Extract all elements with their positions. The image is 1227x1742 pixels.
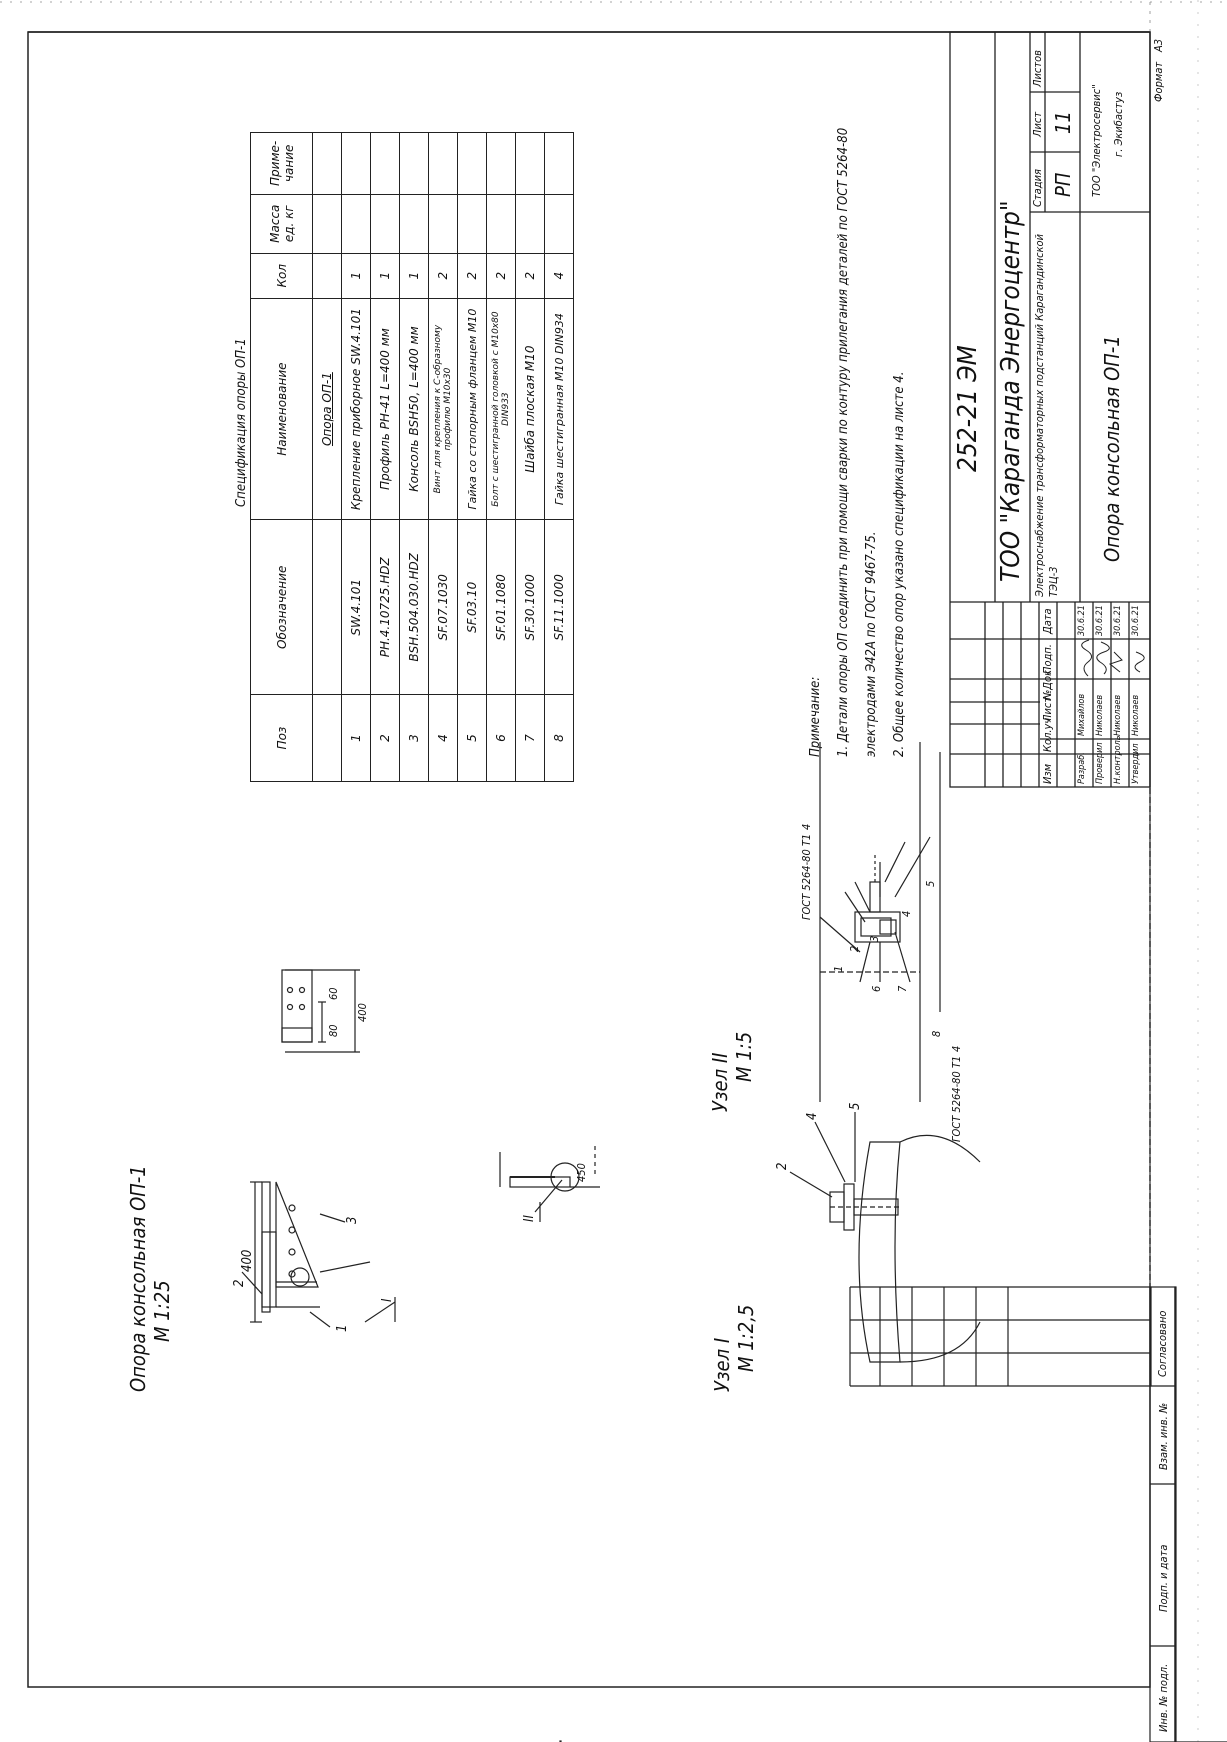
tb-col-kol: Кол.уч — [1041, 717, 1054, 752]
spec-qty: 2 — [516, 253, 545, 298]
tb-col-doc: №Док — [1041, 669, 1054, 700]
tb-person: Михайлов — [1077, 693, 1087, 736]
spec-qty: 1 — [371, 253, 400, 298]
tb-company: ТОО "Караганда Энергоцентр" — [996, 200, 1026, 582]
spec-head-code: Обозначение — [251, 520, 313, 695]
tb-code: 252-21 ЭМ — [953, 345, 983, 472]
notes-line-2: электродами Э42А по ГОСТ 9467-75. — [864, 531, 879, 757]
node2-callout-5: 5 — [924, 880, 937, 887]
spec-pos: 3 — [400, 695, 429, 782]
tb-stage: РП — [1051, 172, 1075, 197]
node2-callout-8: 8 — [930, 1030, 943, 1037]
spec-qty: 2 — [429, 253, 458, 298]
spec-code: SF.01.1080 — [487, 520, 516, 695]
label-II: II — [522, 1215, 537, 1222]
tb-person: Николаев — [1095, 694, 1105, 736]
spec-head-name: Наименование — [251, 298, 313, 520]
spec-pos: 2 — [371, 695, 400, 782]
spec-pos: 4 — [429, 695, 458, 782]
notes-line-1: 1. Детали опоры ОП соединить при помощи сварки по контуру прилегания деталей по ГОСТ 5264-80 — [836, 127, 851, 757]
spec-qty: 2 — [458, 253, 487, 298]
spec-head-pos: Поз — [251, 695, 313, 782]
spec-code: BSH.504.030.HDZ — [400, 520, 429, 695]
dim-400a: 400 — [240, 1249, 255, 1272]
spec-code: SF.03.10 — [458, 520, 487, 695]
weld-note-1: ГОСТ 5264-80 Т1 — [800, 833, 813, 920]
main-callout-I: I — [380, 1298, 395, 1302]
node2-callout-1: 1 — [832, 965, 845, 972]
tb-role: Проверил — [1095, 742, 1105, 784]
dim-450: 450 — [575, 1163, 588, 1182]
spec-name: Профиль PH-41 L=400 мм — [371, 298, 400, 520]
tb-city: г. Экибастуз — [1112, 91, 1125, 157]
spec-group-title: Опора ОП-1 — [313, 298, 342, 520]
spec-code: PH.4.10725.HDZ — [371, 520, 400, 695]
weld-leg-1: 4 — [800, 823, 813, 830]
tb-format: А3 — [1152, 38, 1165, 52]
notes-line-3: 2. Общее количество опор указано спецификации на листе 4. — [892, 371, 907, 757]
tb-col-izm: Изм — [1041, 763, 1054, 784]
tb-date: 30.6.21 — [1077, 605, 1087, 636]
node1-callout-2: 2 — [775, 1162, 790, 1170]
node2-callout-2: 2 — [848, 945, 861, 952]
spec-code: SW.4.101 — [342, 520, 371, 695]
spec-pos: 6 — [487, 695, 516, 782]
weld-note-2: ГОСТ 5264-80 Т1 — [950, 1055, 963, 1142]
tb-stage-head: Стадия — [1031, 169, 1044, 207]
node1-callout-5: 5 — [848, 1102, 863, 1110]
dim-80: 80 — [327, 1024, 340, 1037]
tb-sheets-head: Листов — [1031, 50, 1044, 87]
main-view-scale: М 1:25 — [150, 1280, 174, 1342]
main-callout-2: 2 — [232, 1279, 247, 1287]
spec-head-mass: Масса ед. кг — [251, 194, 313, 253]
spec-name: Гайка шестигранная M10 DIN934 — [545, 298, 574, 520]
tb-project: Электроснабжение трансформаторных подстанций Карагандинской ТЭЦ-3 — [1033, 233, 1060, 597]
spec-pos: 5 — [458, 695, 487, 782]
spec-pos: 1 — [342, 695, 371, 782]
stamp-sign-date: Подп. и дата — [1157, 1544, 1170, 1612]
spec-qty: 2 — [487, 253, 516, 298]
stamp-replaced: Взам. инв. № — [1157, 1402, 1170, 1470]
tb-date: 30.6.21 — [1113, 605, 1123, 636]
spec-head-note: Приме-чание — [251, 133, 313, 195]
spec-pos: 7 — [516, 695, 545, 782]
spec-code: SF.07.1030 — [429, 520, 458, 695]
tb-person: Николаев — [1113, 694, 1123, 736]
tb-format-label: Формат — [1152, 61, 1165, 102]
weld-leg-2: 4 — [950, 1045, 963, 1052]
stamp-agreed: Согласовано — [1156, 1310, 1169, 1377]
tb-role: Утвердил — [1131, 743, 1141, 784]
spec-name: Крепление приборное SW.4.101 — [342, 298, 371, 520]
node2-callout-7: 7 — [896, 985, 909, 992]
main-callout-1: 1 — [335, 1324, 350, 1332]
spec-name: Гайка со стопорным фланцем M10 — [458, 298, 487, 520]
spec-caption: Спецификация опоры ОП-1 — [234, 338, 249, 507]
main-callout-3: 3 — [345, 1216, 360, 1224]
spec-pos: 8 — [545, 695, 574, 782]
node2-callout-4: 4 — [900, 910, 913, 917]
node1-callout-4: 4 — [805, 1112, 820, 1120]
node2-scale: М 1:5 — [732, 1031, 756, 1082]
tb-person: Николаев — [1131, 694, 1141, 736]
tb-org: ТОО "Электросервис" — [1090, 84, 1103, 197]
spec-qty: 1 — [400, 253, 429, 298]
tb-sheet-head: Лист — [1031, 111, 1044, 137]
dim-400b: 400 — [356, 1003, 369, 1022]
node2-callout-6: 6 — [870, 985, 883, 992]
node2-callout-3: 3 — [868, 935, 881, 942]
tb-role: Разраб. — [1077, 752, 1087, 784]
spec-name: Болт с шестигранной головкой с M10x80 DIN933 — [487, 298, 516, 520]
tb-col-list: Лист — [1041, 696, 1054, 722]
node1-scale: М 1:2,5 — [734, 1304, 758, 1372]
tb-role: Н.контроль — [1113, 735, 1123, 784]
stamp-inv: Инв. № подл. — [1157, 1663, 1170, 1732]
spec-name: Винт для крепления к С-образному профилю M10x30 — [429, 298, 458, 520]
spec-code: SF.30.1000 — [516, 520, 545, 695]
tb-date: 30.6.21 — [1131, 605, 1141, 636]
dim-60: 60 — [327, 987, 340, 1000]
tb-date: 30.6.21 — [1095, 605, 1105, 636]
spec-code: SF.11.1000 — [545, 520, 574, 695]
notes-title: Примечание: — [808, 676, 823, 757]
tb-col-sign: Подп. — [1041, 644, 1054, 674]
spec-qty: 4 — [545, 253, 574, 298]
node1-title: Узел I — [710, 1337, 734, 1392]
spec-qty: 1 — [342, 253, 371, 298]
spec-name: Шайба плоская M10 — [516, 298, 545, 520]
spec-head-qty: Кол — [251, 253, 313, 298]
tb-sheet: 11 — [1051, 111, 1075, 134]
main-view-title: Опора консольная ОП-1 — [126, 1165, 150, 1392]
tb-sheet-title: Опора консольная ОП-1 — [1100, 335, 1124, 562]
spec-name: Консоль BSH50, L=400 мм — [400, 298, 429, 520]
node2-title: Узел II — [708, 1052, 732, 1112]
tb-col-date: Дата — [1041, 608, 1054, 634]
